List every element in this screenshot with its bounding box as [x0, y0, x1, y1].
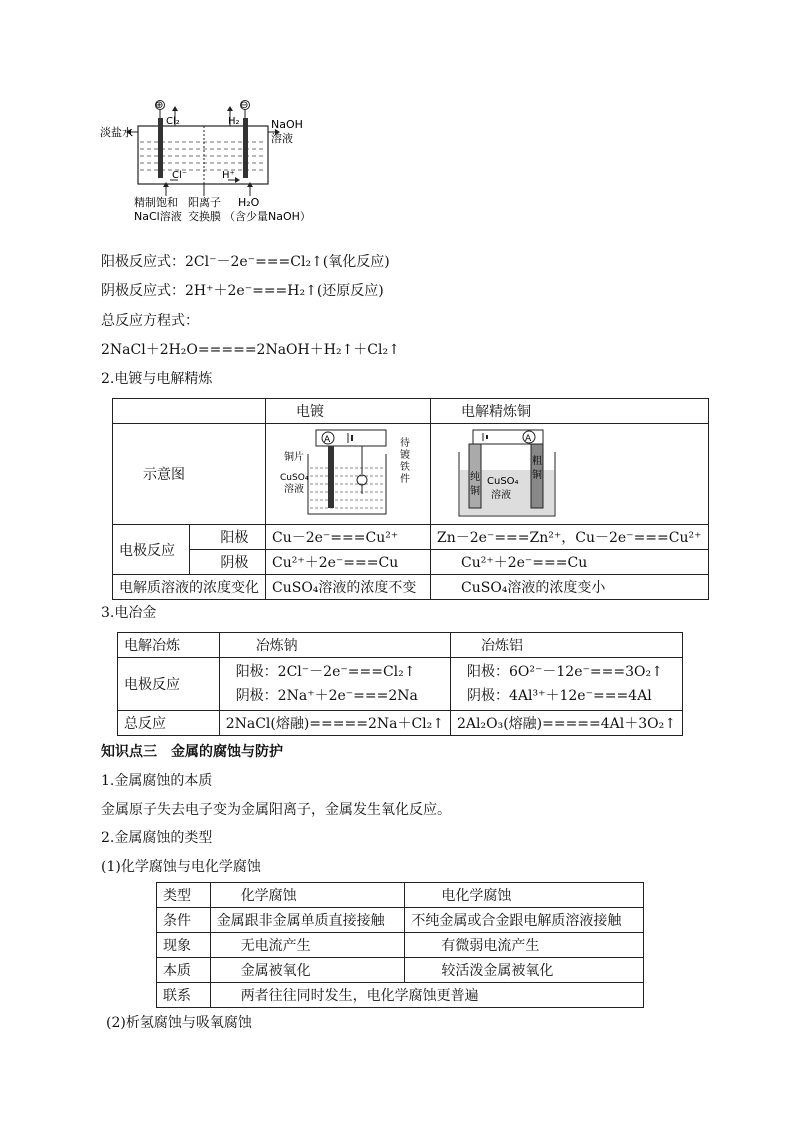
essence-chemical: 金属被氧化	[210, 958, 405, 983]
refining-concentration: CuSO₄溶液的浓度变小	[431, 575, 709, 600]
membrane-label-1: 阳离子	[188, 196, 221, 209]
row-condition: 条件	[157, 908, 211, 933]
row-electrode-label: 电极反应	[113, 525, 190, 575]
section-heading-plating: 2.电镀与电解精炼	[101, 371, 213, 387]
refining-anode-reaction: Zn－2e⁻===Zn²⁺，Cu－2e⁻===Cu²⁺	[431, 525, 709, 550]
h-electrochemical: 电化学腐蚀	[405, 883, 644, 908]
h-chemical: 化学腐蚀	[210, 883, 405, 908]
relation-text: 两者往往同时发生，电化学腐蚀更普遍	[210, 983, 643, 1008]
cl2-label: Cl₂	[166, 116, 180, 127]
water-note-label: （含少量NaOH）	[224, 210, 311, 223]
col-process: 电解冶炼	[118, 633, 220, 658]
row-essence: 本质	[157, 958, 211, 983]
feed-label-1: 精制饱和	[134, 196, 178, 209]
row-phenomenon: 现象	[157, 933, 211, 958]
condition-electrochemical: 不纯金属或合金跟电解质溶液接触	[405, 908, 644, 933]
h-ion-label: H⁺	[222, 170, 235, 181]
phenomenon-chemical: 无电流产生	[210, 933, 405, 958]
condition-chemical: 金属跟非金属单质直接接触	[210, 908, 405, 933]
aluminum-overall: 2Al₂O₃(熔融)=====4Al＋3O₂↑	[451, 711, 683, 736]
pure-copper-label-1: 纯	[470, 472, 480, 483]
plating-cathode-reaction: Cu²⁺＋2e⁻===Cu	[266, 550, 431, 575]
sodium-electrode-cell	[219, 658, 450, 711]
col-plating: 电镀	[266, 399, 431, 424]
cathode-label: 阴极	[190, 550, 266, 575]
corrosion-essence: 金属原子失去电子变为金属阳离子，金属发生氧化反应。	[101, 802, 451, 818]
plating-refining-table	[112, 398, 709, 600]
corrosion-sub2b: (2)析氢腐蚀与吸氧腐蚀	[106, 1015, 252, 1031]
anode-label: 阳极	[190, 525, 266, 550]
overall-equation: 2NaCl＋2H₂O=====2NaOH＋H₂↑＋Cl₂↑	[101, 342, 400, 358]
crude-copper-label-2: 铜	[532, 470, 542, 481]
cl-ion-label: Cl⁻	[172, 170, 188, 181]
sodium-anode: 阳极：2Cl⁻－2e⁻===Cl₂↑	[235, 664, 416, 680]
corrosion-table	[156, 882, 644, 1008]
overall-equation-label: 总反应方程式：	[101, 313, 199, 329]
anode-sign: ⊕	[155, 100, 164, 111]
sodium-overall: 2NaCl(熔融)=====2Na＋Cl₂↑	[219, 711, 450, 736]
item-label-2: 镀	[400, 450, 410, 461]
col-aluminum: 冶炼铝	[451, 633, 683, 658]
plating-anode-reaction: Cu－2e⁻===Cu²⁺	[266, 525, 431, 550]
row-relation: 联系	[157, 983, 211, 1008]
aluminum-electrode-cell	[451, 658, 683, 711]
refining-cuso4-label-2: 溶液	[491, 490, 511, 501]
aluminum-anode: 阳极：6O²⁻－12e⁻===3O₂↑	[467, 664, 663, 680]
row-electrode-label-3: 电极反应	[118, 658, 220, 711]
chlor-alkali-cell-diagram	[100, 96, 320, 231]
h-type: 类型	[157, 883, 211, 908]
section-heading-metallurgy: 3.电冶金	[101, 605, 157, 621]
anode-equation: 阳极反应式：2Cl⁻－2e⁻===Cl₂↑(氧化反应)	[101, 254, 390, 270]
knowledge-point-heading: 知识点三 金属的腐蚀与防护	[101, 744, 283, 760]
feed-label-2: NaCl溶液	[134, 210, 182, 223]
col-sodium: 冶炼钠	[219, 633, 450, 658]
table-header-empty	[113, 399, 266, 424]
naoh-label: NaOH	[271, 118, 303, 131]
copper-refining-diagram	[431, 424, 676, 520]
ammeter-label-2: A	[525, 434, 532, 444]
cuso4-label-2: 溶液	[284, 484, 304, 495]
corrosion-sub2: 2.金属腐蚀的类型	[101, 830, 213, 846]
copper-plate-label: 铜片	[284, 452, 304, 463]
plating-concentration: CuSO₄溶液的浓度不变	[266, 575, 431, 600]
refining-cuso4-label-1: CuSO₄	[487, 476, 519, 487]
ammeter-label: A	[324, 435, 331, 445]
dilute-brine-label: 淡盐水	[100, 126, 133, 139]
item-label-3: 铁	[400, 462, 410, 473]
row-overall-label: 总反应	[118, 711, 220, 736]
cuso4-label-1: CuSO₄	[280, 473, 309, 483]
electroplating-diagram	[266, 424, 430, 520]
corrosion-sub1: 1.金属腐蚀的本质	[101, 773, 213, 789]
item-label-4: 件	[400, 474, 410, 485]
crude-copper-label-1: 粗	[532, 456, 542, 467]
refining-cathode-reaction: Cu²⁺＋2e⁻===Cu	[431, 550, 709, 575]
corrosion-sub2a: (1)化学腐蚀与电化学腐蚀	[101, 859, 261, 875]
item-label-1: 待	[400, 438, 410, 449]
membrane-label-2: 交换膜	[188, 210, 221, 223]
h2-label: H₂	[228, 116, 240, 127]
row-diagram-label: 示意图	[113, 424, 266, 525]
cathode-sign: ⊖	[240, 100, 249, 111]
naoh-solution-label: 溶液	[271, 132, 293, 145]
row-concentration-label: 电解质溶液的浓度变化	[113, 575, 266, 600]
refining-diagram-cell	[431, 424, 709, 525]
phenomenon-electrochemical: 有微弱电流产生	[405, 933, 644, 958]
col-refining: 电解精炼铜	[431, 399, 709, 424]
metallurgy-table	[117, 632, 683, 736]
sodium-cathode: 阴极：2Na⁺＋2e⁻===2Na	[235, 688, 418, 704]
essence-electrochemical: 较活泼金属被氧化	[405, 958, 644, 983]
aluminum-cathode: 阴极：4Al³⁺＋12e⁻===4Al	[467, 688, 652, 704]
cathode-equation: 阴极反应式：2H⁺＋2e⁻===H₂↑(还原反应)	[101, 283, 384, 299]
pure-copper-label-2: 铜	[470, 486, 480, 497]
plating-diagram-cell	[266, 424, 431, 525]
water-label: H₂O	[238, 196, 260, 209]
